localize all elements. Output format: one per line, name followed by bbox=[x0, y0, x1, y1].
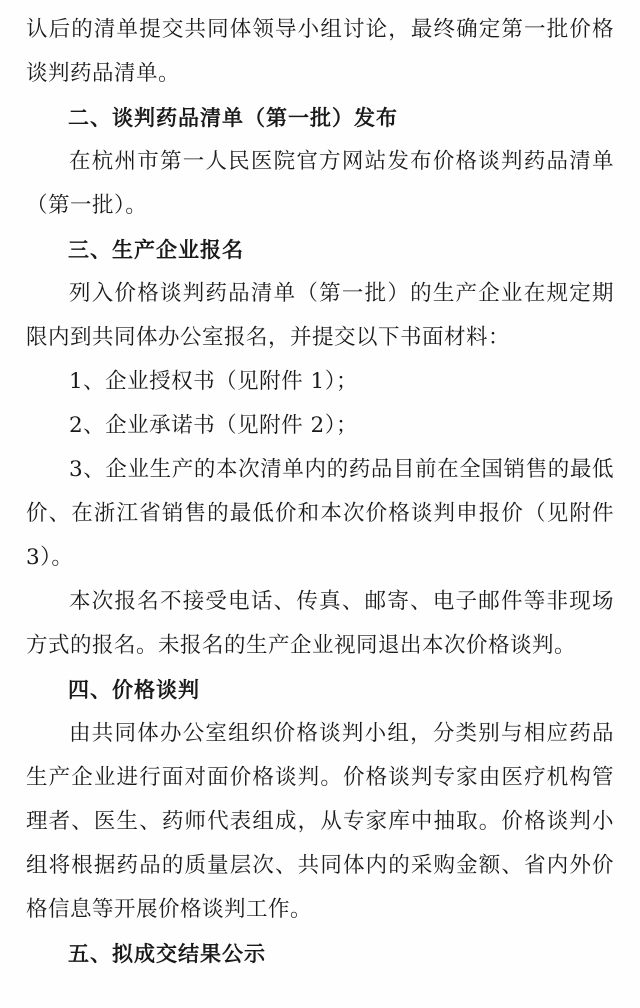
section-heading-five: 五、拟成交结果公示 bbox=[68, 942, 266, 966]
paragraph-price-negotiation: 由共同体办公室组织价格谈判小组，分类别与相应药品生产企业进行面对面价格谈判。价格谈判专家由医疗机构管理者、医生、药师代表组成，从专家库中抽取。价格谈判小组将根据药品的质量层次、共同体内的采购金额、省内外价格信息等开展价格谈判工作。 bbox=[26, 721, 614, 922]
paragraph-publish: 在杭州市第一人民医院官方网站发布价格谈判药品清单（第一批）。 bbox=[26, 149, 614, 218]
section-heading-four: 四、价格谈判 bbox=[68, 678, 200, 702]
section-heading-two: 二、谈判药品清单（第一批）发布 bbox=[68, 106, 398, 130]
paragraph-enrollment: 列入价格谈判药品清单（第一批）的生产企业在规定期限内到共同体办公室报名，并提交以下书面材料： bbox=[26, 281, 614, 350]
paragraph-no-remote-registration: 本次报名不接受电话、传真、邮寄、电子邮件等非现场方式的报名。未报名的生产企业视同退出本次价格谈判。 bbox=[26, 589, 614, 658]
section-heading-three: 三、生产企业报名 bbox=[68, 238, 244, 262]
document-body bbox=[26, 8, 614, 976]
list-item-1: 1、企业授权书（见附件 1）； bbox=[69, 369, 358, 394]
list-item-3: 3、企业生产的本次清单内的药品目前在全国销售的最低价、在浙江省销售的最低价和本次价格谈判申报价（见附件 3）。 bbox=[26, 457, 614, 570]
list-item-2: 2、企业承诺书（见附件 2）； bbox=[69, 413, 358, 438]
paragraph-continuation: 认后的清单提交共同体领导小组讨论，最终确定第一批价格谈判药品清单。 bbox=[26, 17, 614, 86]
